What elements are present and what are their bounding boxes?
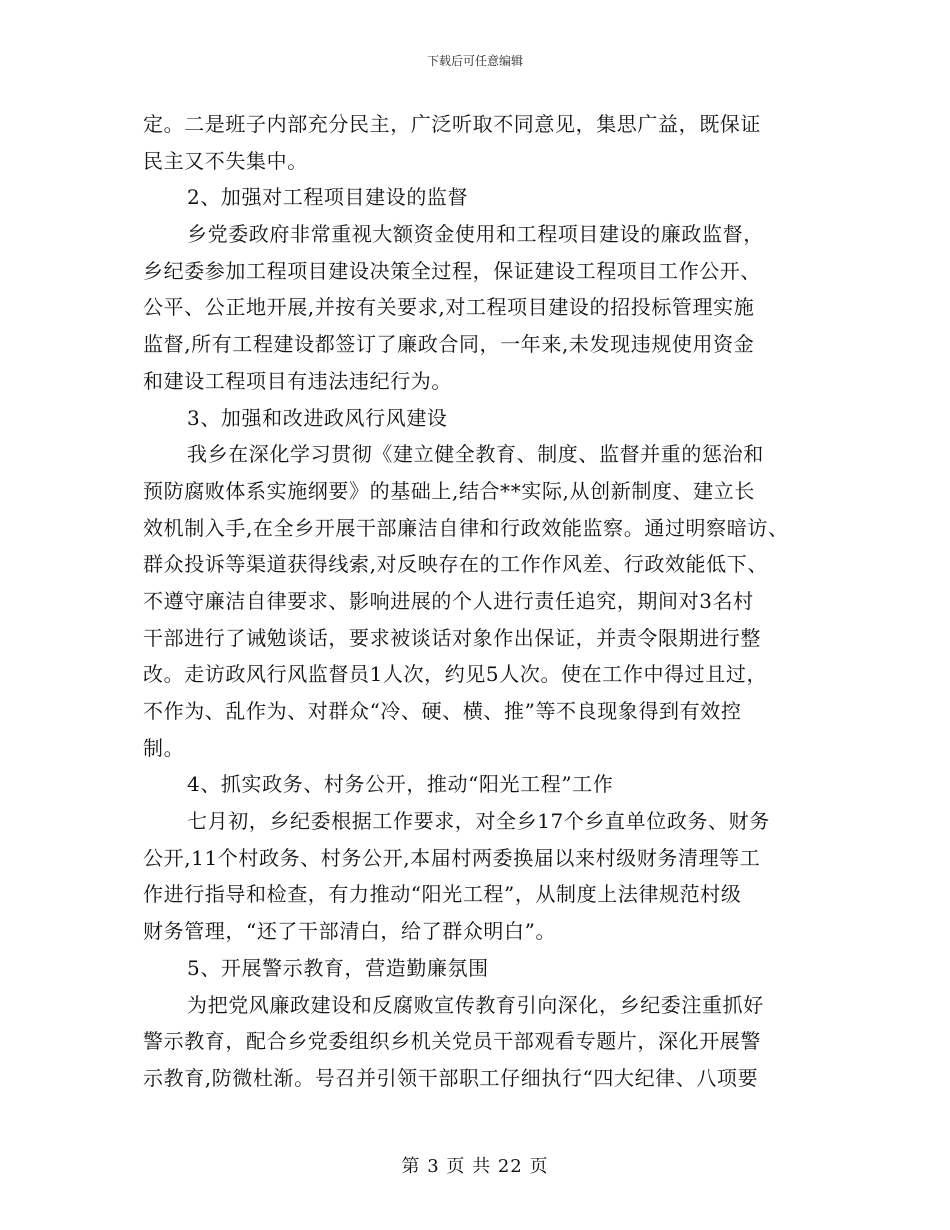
page-number-footer: 第 3 页 共 22 页 <box>401 1156 549 1177</box>
page-header: 下载后可任意编辑 <box>426 54 523 68</box>
body-line: 作进行指导和检查，有力推动“阳光工程”，从制度上法律规范村级 <box>143 882 742 907</box>
body-line: 乡纪委参加工程项目建设决策全过程，保证建设工程项目工作公开、 <box>143 258 761 283</box>
body-line: 改。走访政风行风监督员1人次，约见5人次。使在工作中得过且过， <box>143 662 768 687</box>
body-line: 制。 <box>143 735 185 760</box>
body-line: 公平、公正地开展,并按有关要求,对工程项目建设的招投标管理实施 <box>143 295 755 320</box>
section-heading: 5、开展警示教育，营造勤廉氛围 <box>187 955 489 980</box>
body-line: 警示教育，配合乡党委组织乡机关党员干部观看专题片，深化开展警 <box>143 1029 761 1054</box>
body-line: 干部进行了诫勉谈话，要求被谈话对象作出保证，并责令限期进行整 <box>143 625 761 650</box>
body-line: 群众投诉等渠道获得线索,对反映存在的工作作风差、行政效能低下、 <box>143 552 768 577</box>
body-line: 示教育,防微杜渐。号召并引领干部职工仔细执行“四大纪律、八项要 <box>143 1065 759 1090</box>
paragraph-start: 我乡在深化学习贯彻《建立健全教育、制度、监督并重的惩治和 <box>187 442 764 467</box>
body-line: 定。二是班子内部充分民主，广泛听取不同意见，集思广益，既保证 <box>143 112 761 136</box>
section-heading: 2、加强对工程项目建设的监督 <box>187 185 469 210</box>
paragraph-start: 为把党风廉政建设和反腐败宣传教育引向深化，乡纪委注重抓好 <box>187 992 764 1017</box>
body-line: 民主又不失集中。 <box>143 148 308 173</box>
body-line: 效机制入手,在全乡开展干部廉洁自律和行政效能监察。通过明察暗访、 <box>143 515 789 540</box>
section-heading: 4、抓实政务、村务公开，推动“阳光工程”工作 <box>187 772 614 797</box>
section-heading: 3、加强和改进政风行风建设 <box>187 405 448 430</box>
body-line: 财务管理，“还了干部清白，给了群众明白”。 <box>143 919 557 944</box>
paragraph-start: 乡党委政府非常重视大额资金使用和工程项目建设的廉政监督， <box>187 222 764 247</box>
body-line: 不遵守廉洁自律要求、影响进展的个人进行责任追究，期间对3名村 <box>143 588 754 613</box>
body-line: 不作为、乱作为、对群众“冷、硬、横、推”等不良现象得到有效控 <box>143 699 742 723</box>
paragraph-start: 七月初，乡纪委根据工作要求，对全乡17个乡直单位政务、财务 <box>187 809 770 834</box>
body-line: 和建设工程项目有违法违纪行为。 <box>143 368 452 393</box>
body-line: 公开,11个村政务、村务公开,本届村两委换届以来村级财务清理等工 <box>143 845 761 870</box>
document-body <box>143 106 823 1097</box>
body-line: 监督,所有工程建设都签订了廉政合同，一年来,未发现违规使用资金 <box>143 332 755 357</box>
body-line: 预防腐败体系实施纲要》的基础上,结合**实际,从创新制度、建立长 <box>143 478 755 503</box>
